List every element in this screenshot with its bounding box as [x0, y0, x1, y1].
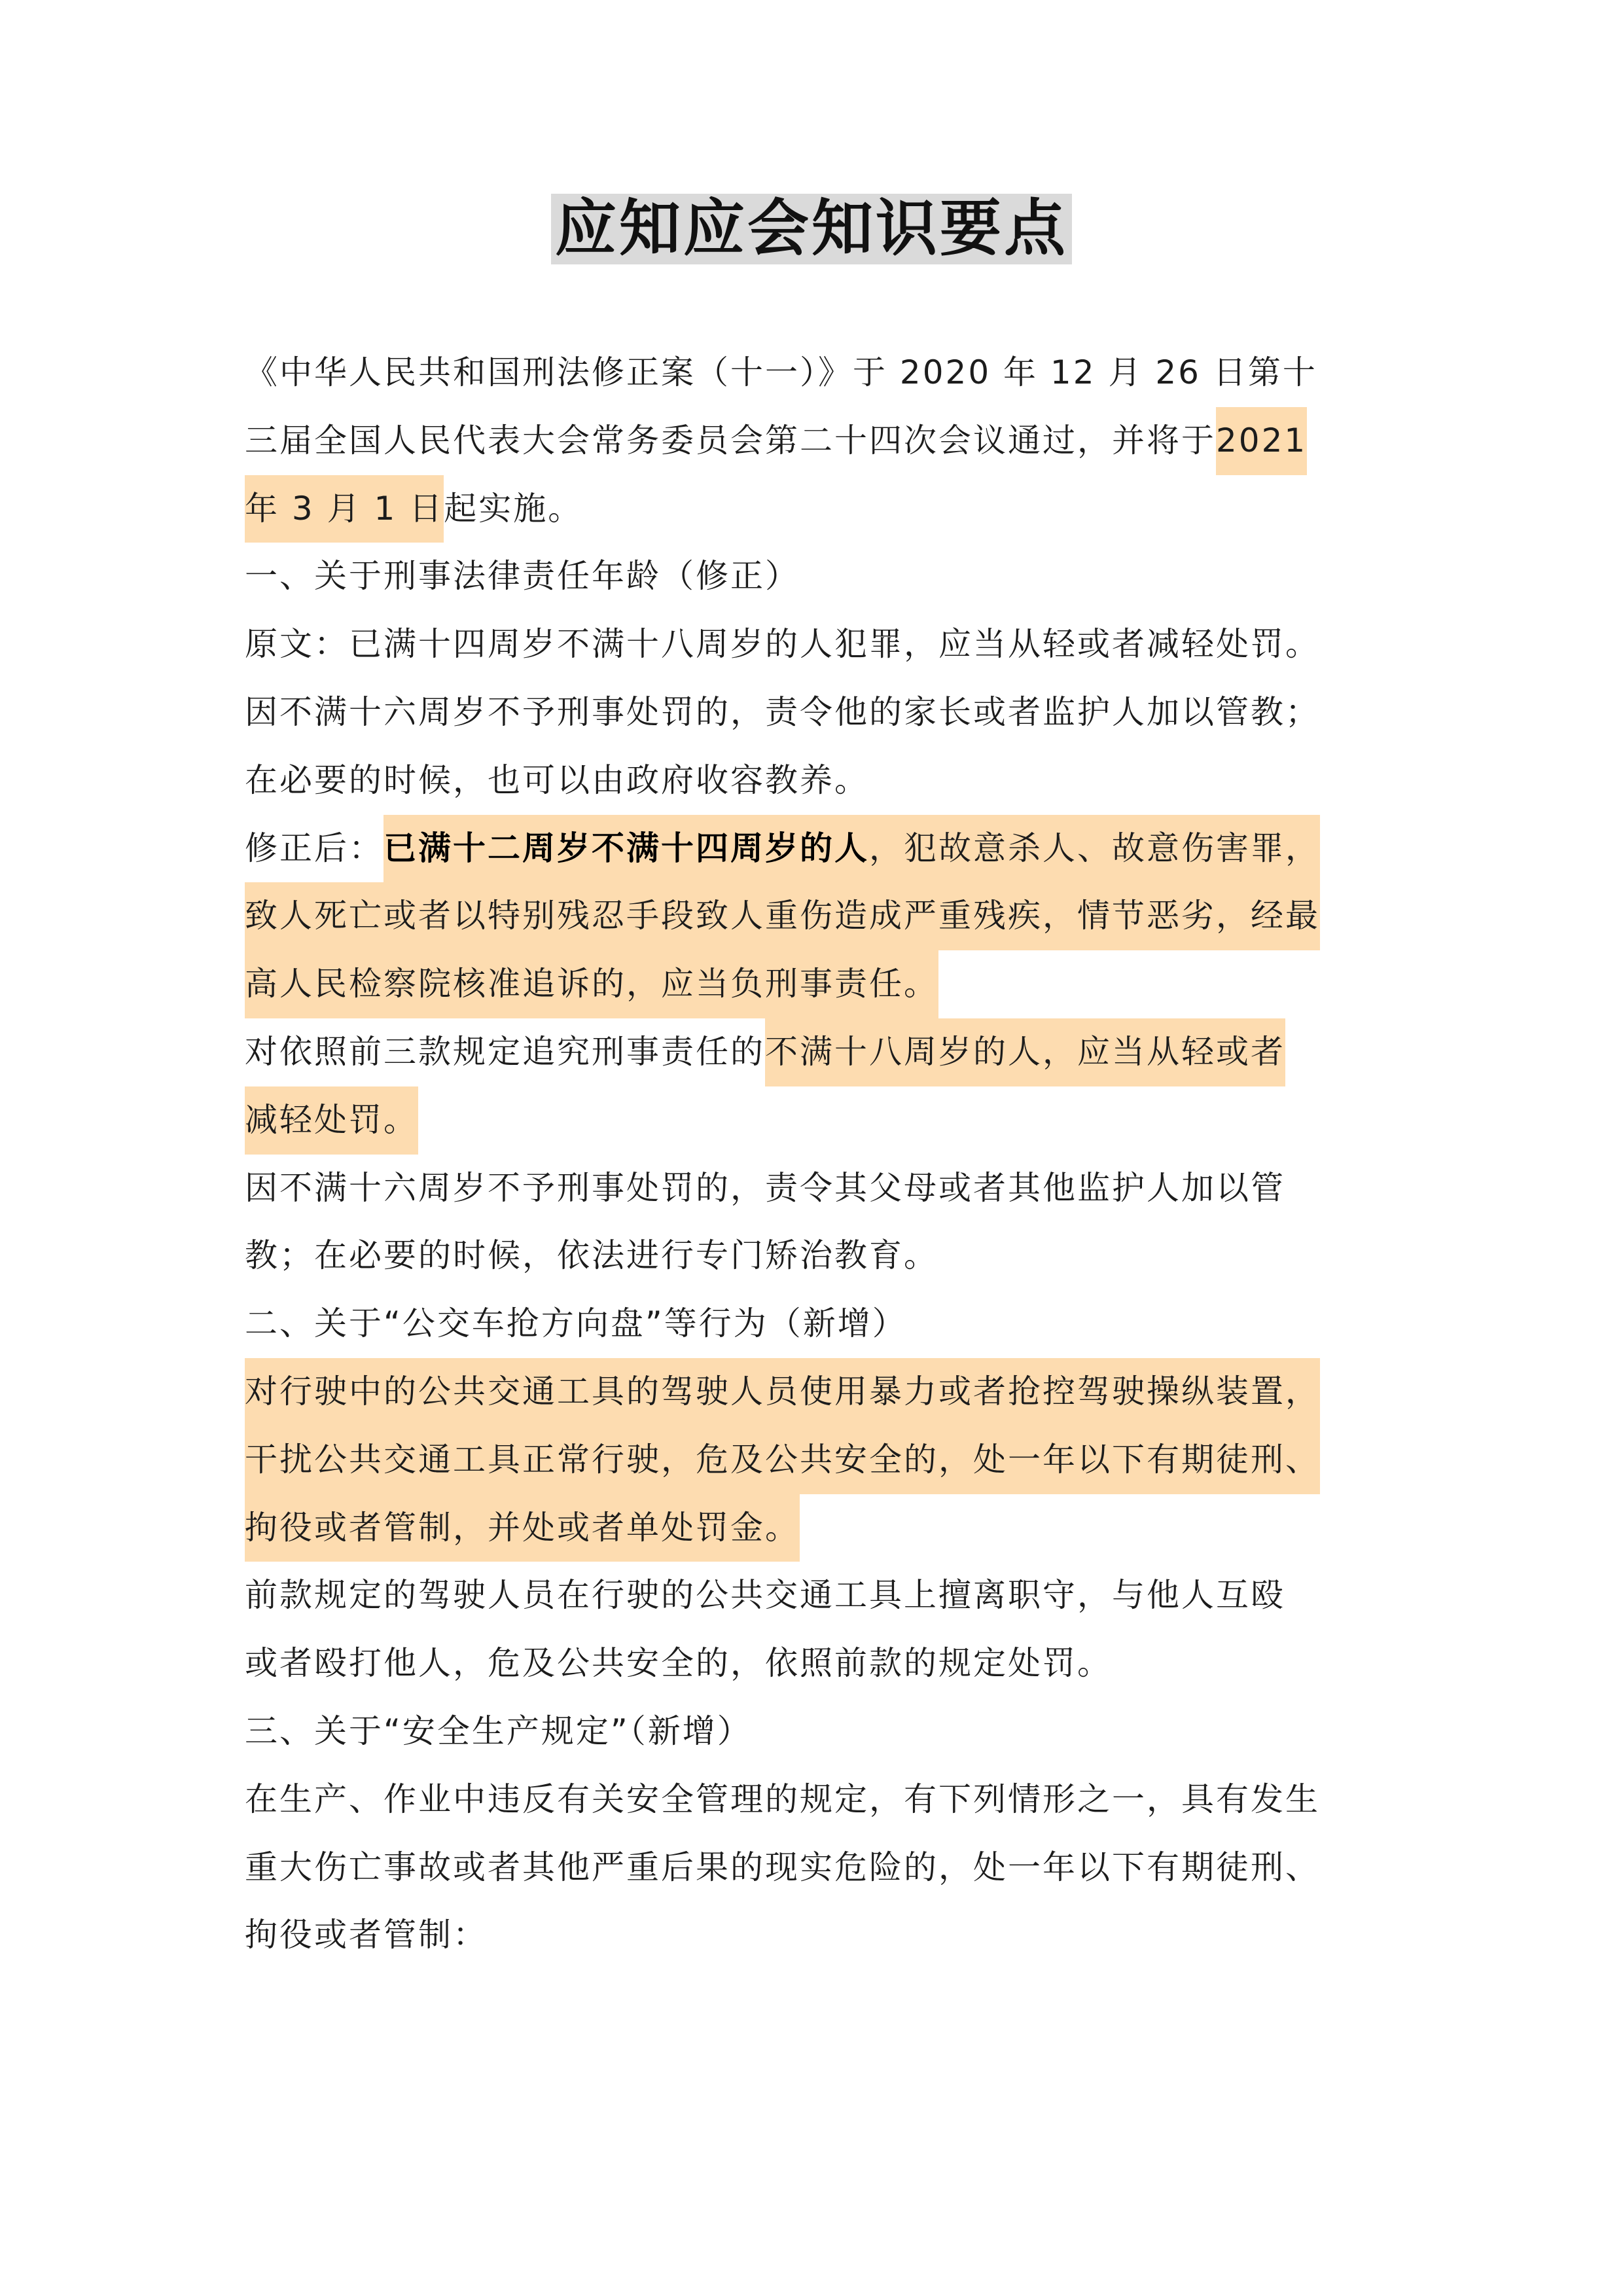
intro-text-1: 《中华人民共和国刑法修正案（十一）》于 2020 年 12 月 26 日第十: [245, 353, 1317, 391]
paragraph-3-line-2: [245, 1222, 1416, 1290]
highlight-date-month: 年 3 月 1 日: [245, 475, 444, 543]
section-2-line-3: [245, 1494, 1416, 1562]
revised-line-2: [245, 882, 1416, 950]
paragraph-3-text-2: 教；在必要的时候，依法进行专门矫治教育。: [245, 1236, 938, 1275]
original-line-1: [245, 611, 1416, 679]
section-1-heading: [245, 543, 1416, 611]
revised-line-1: [245, 815, 1416, 883]
original-text-1: 原文：已满十四周岁不满十八周岁的人犯罪，应当从轻或者减轻处罚。: [245, 625, 1320, 664]
paragraph-2-line-2: [245, 1086, 1416, 1155]
paragraph-3-text-1: 因不满十六周岁不予刑事处罚的，责令其父母或者其他监护人加以管: [245, 1168, 1285, 1207]
highlight-paragraph-2-2: 减轻处罚。: [245, 1086, 418, 1155]
original-line-3: [245, 747, 1416, 815]
section-2-text-5: 或者殴打他人，危及公共安全的，依照前款的规定处罚。: [245, 1644, 1112, 1683]
section-2-text-4: 前款规定的驾驶人员在行驶的公共交通工具上擅离职守，与他人互殴: [245, 1576, 1285, 1615]
intro-line-2: [245, 407, 1416, 475]
original-line-2: [245, 679, 1416, 747]
document-body: [245, 339, 1416, 1969]
intro-line-3: [245, 475, 1416, 543]
highlight-paragraph-2-1: 不满十八周岁的人，应当从轻或者: [765, 1018, 1285, 1086]
highlight-section-2-2: 干扰公共交通工具正常行驶，危及公共安全的，处一年以下有期徒刑、: [245, 1426, 1320, 1494]
section-3-heading: [245, 1698, 1416, 1766]
revised-label: 修正后：: [245, 829, 383, 867]
paragraph-3-line-1: [245, 1155, 1416, 1223]
section-3-line-1: [245, 1766, 1416, 1834]
section-2-line-2: [245, 1426, 1416, 1494]
section-3-text-2: 重大伤亡事故或者其他严重后果的现实危险的，处一年以下有期徒刑、: [245, 1848, 1320, 1886]
highlight-revised-1: [383, 815, 1320, 883]
page-title: 应知应会知识要点: [551, 194, 1072, 264]
highlight-revised-2: 致人死亡或者以特别残忍手段致人重伤造成严重残疾，情节恶劣，经最: [245, 882, 1320, 950]
section-3-heading-text: 三、关于“安全生产规定”（新增）: [245, 1712, 752, 1750]
section-3-line-2: [245, 1834, 1416, 1902]
section-2-heading: [245, 1290, 1416, 1358]
highlight-section-2-1: 对行驶中的公共交通工具的驾驶人员使用暴力或者抢控驾驶操纵装置，: [245, 1358, 1320, 1426]
intro-text-2: 三届全国人民代表大会常务委员会第二十四次会议通过，并将于: [245, 421, 1216, 459]
paragraph-2-line-1: [245, 1018, 1416, 1086]
revised-line-3: [245, 950, 1416, 1018]
section-2-line-1: [245, 1358, 1416, 1426]
revised-text-1: ，犯故意杀人、故意伤害罪，: [869, 829, 1320, 867]
original-text-3: 在必要的时候，也可以由政府收容教养。: [245, 761, 869, 799]
section-3-text-3: 拘役或者管制：: [245, 1916, 488, 1954]
intro-text-3: 起实施。: [444, 489, 583, 528]
highlight-date-year: 2021: [1216, 407, 1307, 475]
intro-line-1: [245, 339, 1416, 407]
highlight-section-2-3: 拘役或者管制，并处或者单处罚金。: [245, 1494, 800, 1562]
section-3-line-3: [245, 1901, 1416, 1969]
highlight-revised-3: 高人民检察院核准追诉的，应当负刑事责任。: [245, 950, 938, 1018]
title-wrapper: [0, 194, 1623, 264]
section-1-heading-text: 一、关于刑事法律责任年龄（修正）: [245, 557, 800, 596]
section-2-heading-text: 二、关于“公交车抢方向盘”等行为（新增）: [245, 1304, 907, 1343]
section-2-line-4: [245, 1562, 1416, 1630]
revised-bold-text: 已满十二周岁不满十四周岁的人: [383, 829, 869, 867]
section-2-line-5: [245, 1630, 1416, 1698]
section-3-text-1: 在生产、作业中违反有关安全管理的规定，有下列情形之一，具有发生: [245, 1780, 1320, 1818]
original-text-2: 因不满十六周岁不予刑事处罚的，责令他的家长或者监护人加以管教；: [245, 692, 1320, 731]
paragraph-2-text-1: 对依照前三款规定追究刑事责任的: [245, 1032, 765, 1071]
